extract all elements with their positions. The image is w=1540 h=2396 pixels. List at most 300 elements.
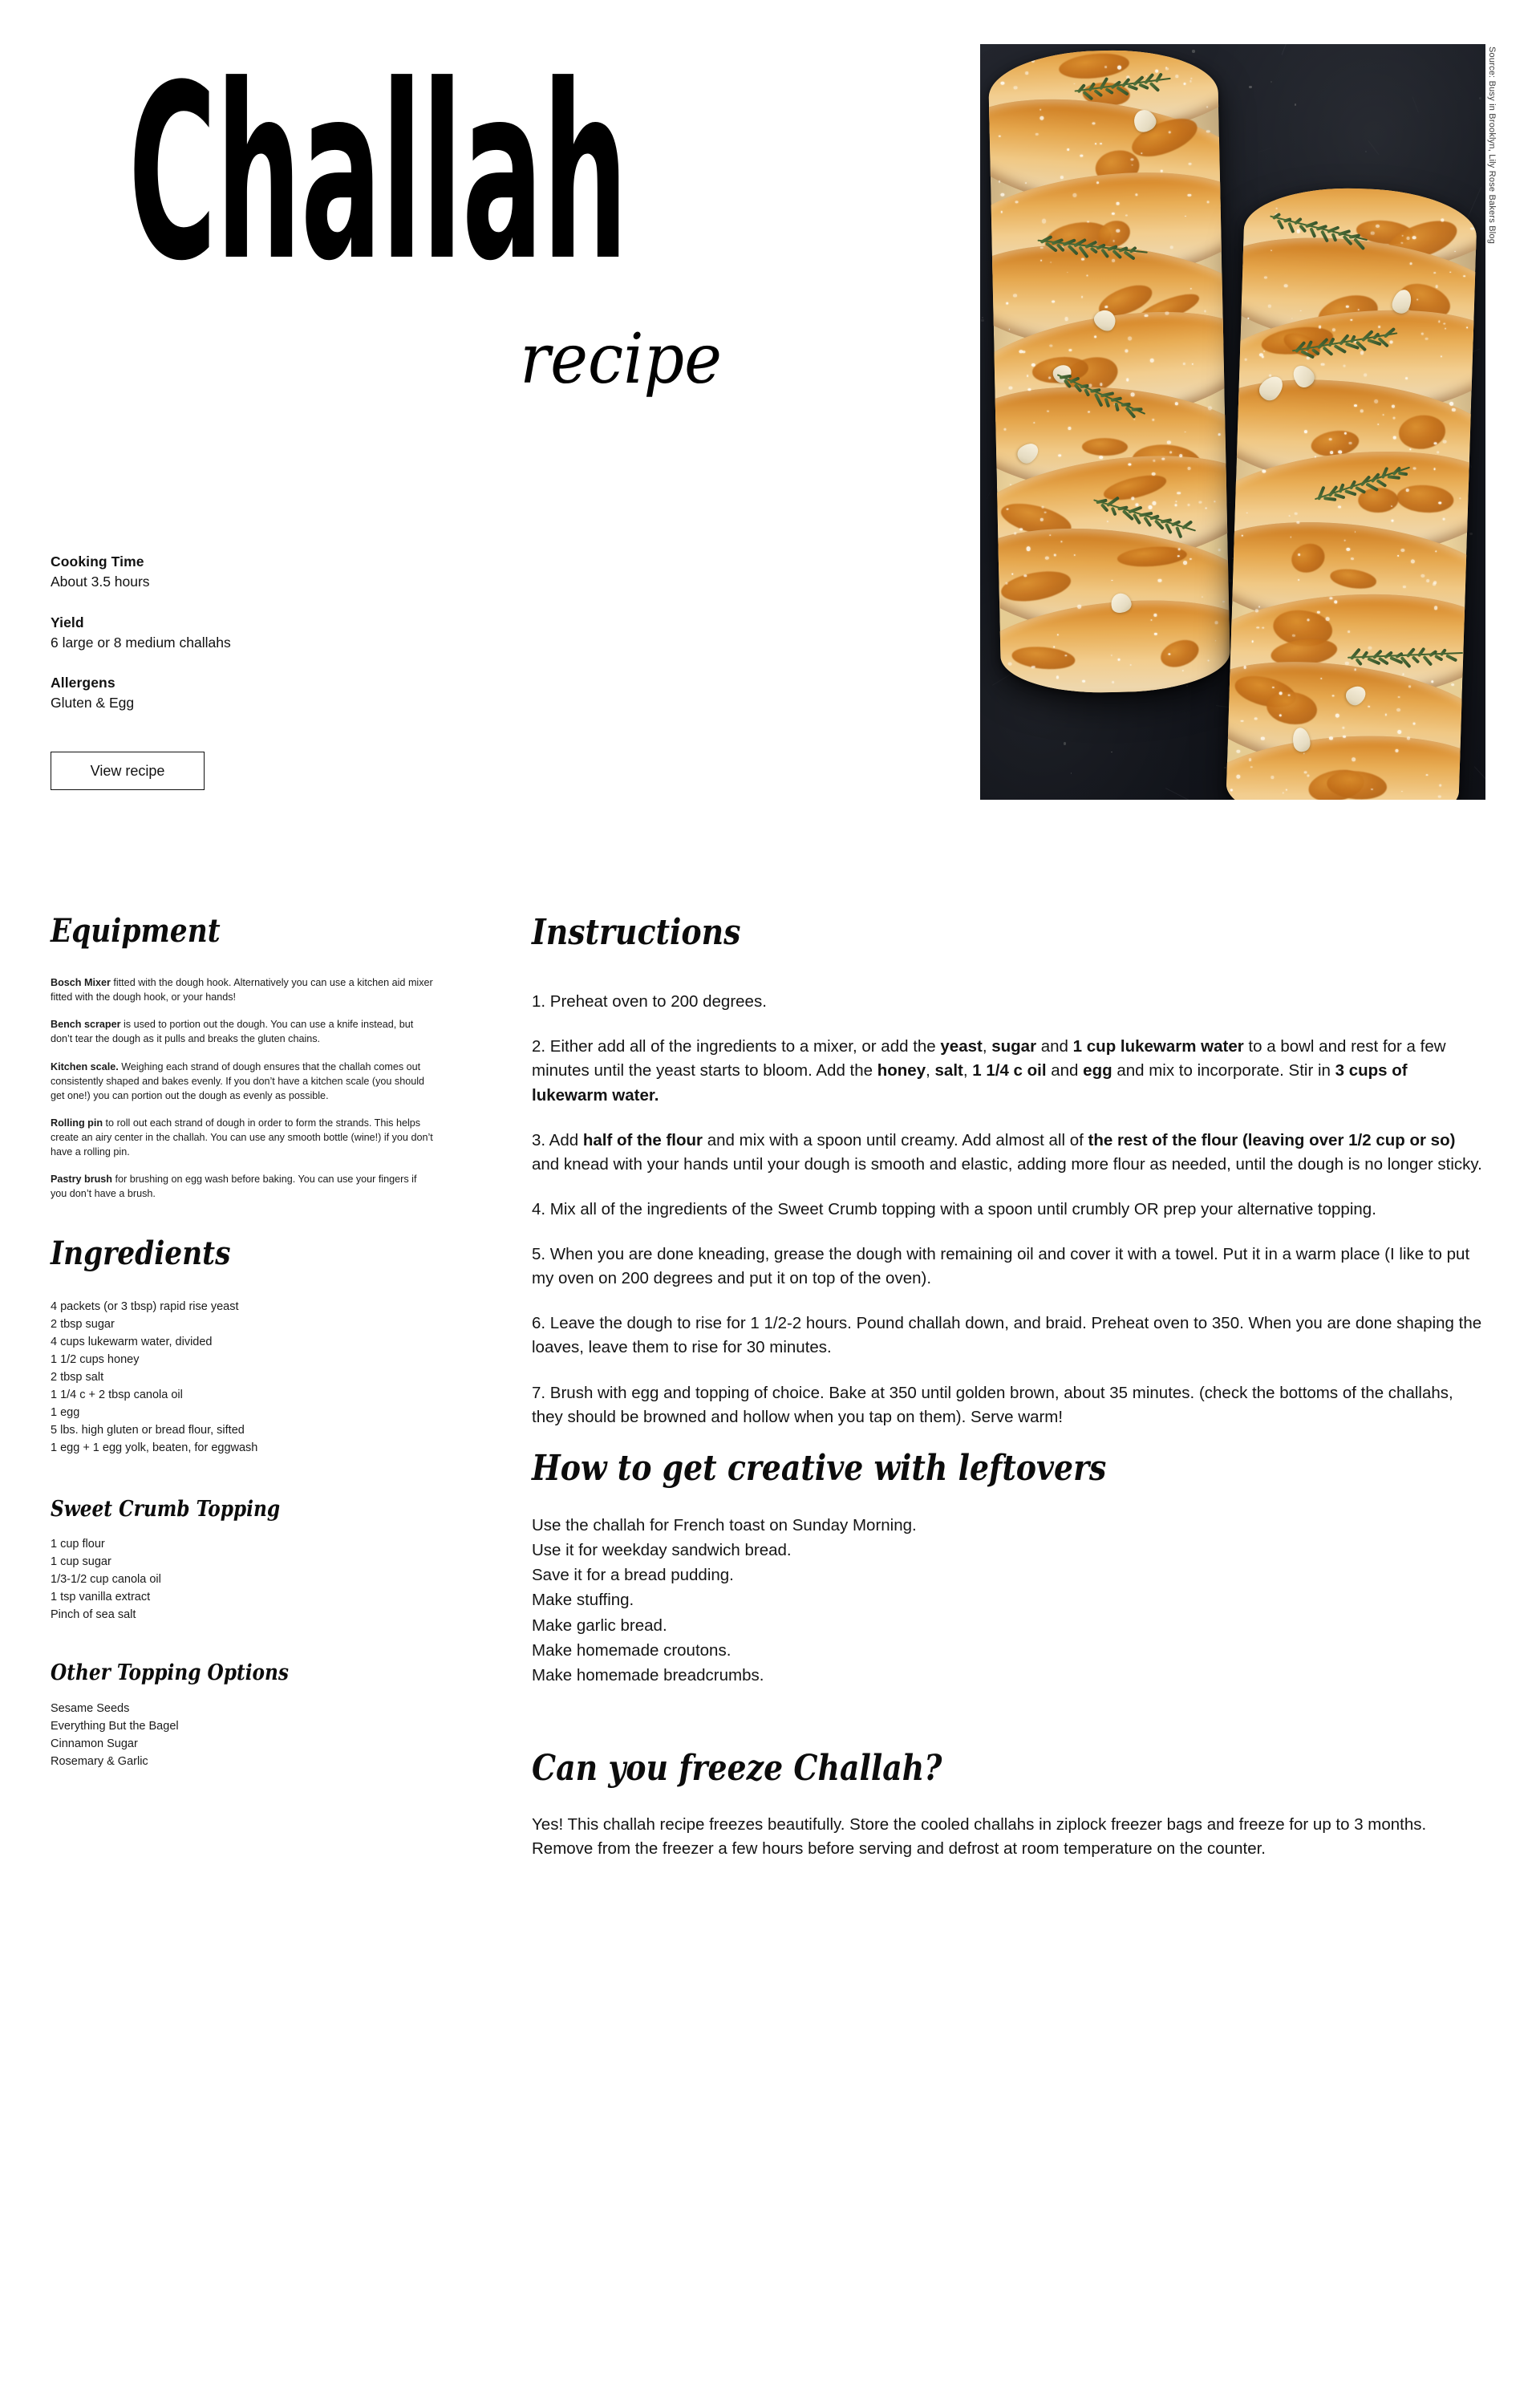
salt-crystal <box>1351 557 1354 560</box>
rosemary-needle <box>1127 84 1137 91</box>
scattered-crumb <box>1469 533 1472 535</box>
equipment-item <box>51 1116 436 1159</box>
salt-crystal <box>1298 553 1300 556</box>
scattered-crumb <box>982 317 983 318</box>
ingredient-item: 5 lbs. high gluten or bread flour, sifted <box>51 1423 245 1437</box>
equipment-item-name: Pastry brush <box>51 1174 112 1186</box>
challah-loaf-left <box>988 48 1231 695</box>
salt-crystal <box>1435 285 1438 288</box>
sweet-crumb-item: 1 cup sugar <box>51 1555 111 1569</box>
salt-crystal <box>1009 387 1012 390</box>
salt-crystal <box>1411 559 1415 563</box>
salt-crystal <box>1344 432 1347 435</box>
salt-crystal <box>1031 363 1035 367</box>
instruction-step <box>532 1243 1486 1291</box>
instruction-text: and mix to incorporate. Stir in <box>1112 1061 1335 1080</box>
rosemary-needle <box>1093 89 1103 97</box>
sweet-crumb-item: Pinch of sea salt <box>51 1608 136 1622</box>
salt-crystal <box>1153 460 1156 461</box>
salt-crystal <box>1344 540 1346 541</box>
instruction-emphasis: 3 cups of lukewarm water. <box>532 1061 1408 1105</box>
leftover-idea-item: Make homemade croutons. <box>532 1640 732 1660</box>
salt-crystal <box>1300 310 1302 311</box>
instruction-emphasis: honey <box>877 1061 926 1080</box>
ingredient-item: 2 tbsp salt <box>51 1370 104 1384</box>
salt-crystal <box>1033 421 1035 423</box>
equipment-item-text: to roll out each strand of dough in order to form the strands. This helps create an airy center in the challah. You can use any smooth bottle (wine!) if you don’t have a rolling pin. <box>51 1117 433 1158</box>
salt-crystal <box>1385 714 1387 716</box>
ingredients-heading: Ingredients <box>51 1234 231 1272</box>
instruction-text: and knead with your hands until your dough is smooth and elastic, adding more flour as needed, until the dough is no longer sticky. <box>532 1154 1482 1174</box>
salt-crystal <box>1130 158 1133 160</box>
salt-crystal <box>1409 448 1412 450</box>
salt-crystal <box>1298 579 1299 580</box>
hero-photo <box>980 44 1485 800</box>
salt-crystal <box>1439 784 1441 786</box>
salt-crystal <box>1040 518 1044 521</box>
salt-crystal <box>1244 359 1246 361</box>
scattered-crumb <box>1249 86 1251 88</box>
instruction-text: and <box>1036 1037 1073 1056</box>
rosemary-needle <box>1387 475 1400 479</box>
salt-crystal <box>1056 675 1060 679</box>
equipment-item-name: Rolling pin <box>51 1117 103 1129</box>
salt-crystal <box>1183 363 1185 364</box>
scattered-crumb <box>1479 97 1481 99</box>
salt-crystal <box>1040 116 1044 120</box>
instruction-step <box>532 1035 1486 1107</box>
salt-crystal <box>1421 333 1424 335</box>
salt-crystal <box>1303 771 1307 773</box>
salt-crystal <box>1154 633 1157 635</box>
salt-crystal <box>1272 687 1275 688</box>
instruction-text: 3. Add <box>532 1130 583 1149</box>
salt-crystal <box>1161 457 1165 460</box>
equipment-item-name: Kitchen scale. <box>51 1060 119 1072</box>
salt-crystal <box>1064 655 1067 656</box>
salt-crystal <box>1152 501 1156 505</box>
equipment-item-text: fitted with the dough hook. Alternatively you can use a kitchen aid mixer fitted with the dough hook, or your hands! <box>51 977 433 1003</box>
scattered-crumb <box>1064 742 1066 744</box>
salt-crystal <box>1011 573 1013 574</box>
salt-crystal <box>1131 393 1135 396</box>
salt-crystal <box>1315 456 1316 457</box>
ingredient-item: 1 1/4 c + 2 tbsp canola oil <box>51 1388 183 1401</box>
salt-crystal <box>1279 714 1281 716</box>
salt-crystal <box>1326 617 1330 621</box>
recipe-meta-list <box>51 552 395 734</box>
ingredient-item: 2 tbsp sugar <box>51 1317 115 1331</box>
salt-crystal <box>1434 606 1437 610</box>
salt-crystal <box>1413 467 1416 469</box>
salt-crystal <box>1236 774 1240 778</box>
meta-label: Allergens <box>51 675 116 691</box>
meta-value: About 3.5 hours <box>51 573 150 590</box>
salt-crystal <box>1042 219 1046 223</box>
salt-crystal <box>1371 232 1374 235</box>
salt-crystal <box>1452 408 1456 412</box>
rosemary-needle <box>1356 658 1363 666</box>
salt-crystal <box>1317 611 1319 614</box>
salt-crystal <box>1104 306 1108 308</box>
equipment-heading: Equipment <box>51 912 221 950</box>
instruction-emphasis: half of the flour <box>582 1130 703 1149</box>
topping-option-item: Everything But the Bagel <box>51 1719 179 1733</box>
leftover-idea-item: Save it for a bread pudding. <box>532 1566 734 1585</box>
salt-crystal <box>1438 795 1441 797</box>
leftovers-heading: How to get creative with leftovers <box>532 1447 1107 1489</box>
salt-crystal <box>1376 225 1380 228</box>
equipment-item-name: Bosch Mixer <box>51 977 111 988</box>
salt-crystal <box>1190 78 1192 79</box>
rosemary-needle <box>1115 403 1120 411</box>
instruction-step <box>532 1312 1486 1360</box>
right-column <box>532 914 1486 1862</box>
salt-crystal <box>1000 193 1004 197</box>
salt-crystal <box>1395 749 1398 752</box>
rosemary-needle <box>1376 479 1386 487</box>
salt-crystal <box>1058 454 1061 456</box>
salt-crystal <box>1425 774 1428 776</box>
salt-crystal <box>1041 505 1044 508</box>
leftover-idea-item: Make homemade breadcrumbs. <box>532 1665 764 1684</box>
instruction-text: 7. Brush with egg and topping of choice. Bake at 350 until golden brown, about 35 minutes. (check the bottoms of the challahs, they should be browned and hollow when you tap on them). Serve warm! <box>532 1383 1453 1426</box>
salt-crystal <box>1161 170 1163 172</box>
instruction-emphasis: sugar <box>991 1037 1037 1056</box>
scattered-crumb <box>1224 767 1226 768</box>
rosemary-needle <box>1445 654 1457 662</box>
meta-value: 6 large or 8 medium challahs <box>51 634 231 651</box>
meta-label: Yield <box>51 614 84 630</box>
salt-crystal <box>1329 736 1333 740</box>
salt-crystal <box>1082 680 1085 683</box>
salt-crystal <box>1262 469 1266 472</box>
rosemary-needle <box>1344 489 1357 496</box>
instruction-emphasis: salt <box>934 1061 963 1080</box>
equipment-item <box>51 1060 436 1103</box>
salt-crystal <box>1131 497 1134 500</box>
equipment-list <box>51 975 436 1202</box>
equipment-item <box>51 975 436 1004</box>
photo-credit: Source: Busy in Brooklyn, Lily Rose Bakers Blog <box>1487 47 1497 245</box>
salt-crystal <box>1165 67 1167 68</box>
salt-crystal <box>1258 205 1260 208</box>
salt-crystal <box>1433 197 1437 200</box>
ingredient-item: 1 1/2 cups honey <box>51 1352 140 1366</box>
salt-crystal <box>1295 512 1297 514</box>
salt-crystal <box>1067 148 1069 151</box>
salt-crystal <box>1001 211 1003 213</box>
salt-crystal <box>1006 582 1008 585</box>
salt-crystal <box>1185 216 1186 217</box>
other-topping-options-list <box>51 1700 436 1770</box>
salt-crystal <box>1256 626 1258 629</box>
salt-crystal <box>1087 221 1088 222</box>
leftovers-list <box>532 1513 1486 1688</box>
salt-crystal <box>1014 533 1016 535</box>
leftover-idea-item: Make stuffing. <box>532 1591 634 1610</box>
salt-crystal <box>1397 555 1399 557</box>
salt-crystal <box>1026 71 1028 74</box>
salt-crystal <box>1081 258 1084 261</box>
page-title: Challah <box>128 34 627 314</box>
salt-crystal <box>1014 86 1017 89</box>
salt-crystal <box>1117 65 1121 69</box>
salt-crystal <box>1332 328 1335 331</box>
salt-crystal <box>1342 727 1344 729</box>
equipment-item-text: is used to portion out the dough. You can use a knife instead, but don’t tear the dough as it pulls and breaks the gluten chains. <box>51 1019 414 1045</box>
salt-crystal <box>1214 621 1218 624</box>
ingredient-item: 4 cups lukewarm water, divided <box>51 1335 213 1348</box>
salt-crystal <box>1045 557 1049 560</box>
instruction-text: and mix with a spoon until creamy. Add almost all of <box>703 1130 1088 1149</box>
salt-crystal <box>1116 202 1120 205</box>
salt-crystal <box>1443 440 1447 444</box>
ingredient-item: 1 egg <box>51 1405 80 1419</box>
salt-crystal <box>1187 194 1191 197</box>
instruction-emphasis: the rest of the flour (leaving over 1/2 cup or so) <box>1088 1130 1456 1149</box>
salt-crystal <box>1153 419 1155 421</box>
rosemary-needle <box>1111 507 1116 516</box>
salt-crystal <box>1282 792 1283 793</box>
salt-crystal <box>1073 193 1077 197</box>
salt-crystal <box>1128 336 1132 340</box>
salt-crystal <box>1006 302 1009 304</box>
salt-crystal <box>1125 350 1129 353</box>
salt-crystal <box>1107 521 1108 522</box>
meta-item <box>51 552 395 592</box>
sweet-crumb-item: 1/3-1/2 cup canola oil <box>51 1573 161 1587</box>
meta-item <box>51 613 395 653</box>
salt-crystal <box>1029 59 1031 60</box>
salt-crystal <box>1249 758 1251 760</box>
salt-crystal <box>999 135 1001 136</box>
salt-crystal <box>1049 344 1052 347</box>
salt-crystal <box>1204 310 1206 312</box>
equipment-item-text: for brushing on egg wash before baking. You can use your fingers if you don’t have a brush. <box>51 1174 417 1200</box>
instruction-step <box>532 990 1486 1014</box>
salt-crystal <box>1100 143 1102 145</box>
salt-crystal <box>1169 451 1173 453</box>
salt-crystal <box>1412 236 1416 239</box>
salt-crystal <box>1054 554 1056 556</box>
instruction-text: 1. Preheat oven to 200 degrees. <box>532 992 767 1012</box>
salt-crystal <box>1279 691 1282 695</box>
salt-crystal <box>1136 193 1138 196</box>
salt-crystal <box>1165 311 1169 314</box>
meta-item <box>51 673 395 713</box>
left-column <box>51 914 436 1770</box>
topping-option-item: Rosemary & Garlic <box>51 1754 148 1768</box>
salt-crystal <box>1403 586 1406 589</box>
salt-crystal <box>1451 683 1454 686</box>
salt-crystal <box>1292 634 1295 637</box>
equipment-item-name: Bench scraper <box>51 1019 121 1031</box>
salt-crystal <box>1303 752 1305 754</box>
ingredients-list <box>51 1298 436 1457</box>
salt-crystal <box>1126 379 1129 382</box>
instruction-emphasis: yeast <box>940 1037 983 1056</box>
salt-crystal <box>1129 463 1132 465</box>
salt-crystal <box>1247 318 1249 319</box>
scattered-crumb <box>1229 579 1231 582</box>
salt-crystal <box>1434 442 1437 444</box>
salt-crystal <box>1125 214 1128 216</box>
scattered-crumb <box>981 319 983 322</box>
salt-crystal <box>1027 547 1031 551</box>
salt-crystal <box>1112 213 1115 215</box>
instruction-emphasis: 1 cup lukewarm water <box>1072 1037 1244 1056</box>
salt-crystal <box>1077 605 1081 609</box>
salt-crystal <box>1112 681 1114 683</box>
salt-crystal <box>1175 75 1178 77</box>
salt-crystal <box>1250 766 1252 768</box>
salt-crystal <box>1346 306 1349 308</box>
salt-crystal <box>1242 535 1243 536</box>
salt-crystal <box>1040 260 1042 261</box>
sweet-crumb-topping-list <box>51 1535 436 1624</box>
salt-crystal <box>1402 235 1404 237</box>
scattered-crumb <box>1071 772 1072 773</box>
salt-crystal <box>1064 317 1068 321</box>
salt-crystal <box>1439 501 1442 504</box>
salt-crystal <box>1168 653 1170 655</box>
salt-crystal <box>1177 555 1179 557</box>
salt-crystal <box>1027 375 1028 376</box>
leftover-idea-item: Use the challah for French toast on Sunday Morning. <box>532 1516 917 1534</box>
salt-crystal <box>1360 351 1364 355</box>
salt-crystal <box>1261 737 1264 740</box>
salt-crystal <box>1349 442 1352 444</box>
salt-crystal <box>1189 558 1192 560</box>
instruction-emphasis: egg <box>1083 1061 1112 1080</box>
salt-crystal <box>1095 144 1096 145</box>
salt-crystal <box>1088 411 1090 413</box>
freeze-heading: Can you freeze Challah? <box>532 1748 942 1790</box>
salt-crystal <box>1027 388 1031 391</box>
meta-label: Cooking Time <box>51 553 144 570</box>
salt-crystal <box>1183 561 1187 564</box>
challah-loaf-right <box>1226 185 1478 800</box>
ingredient-item: 4 packets (or 3 tbsp) rapid rise yeast <box>51 1299 239 1313</box>
salt-crystal <box>1400 241 1403 244</box>
salt-crystal <box>1258 606 1260 608</box>
salt-crystal <box>1364 374 1367 377</box>
salt-crystal <box>1060 541 1062 542</box>
ingredient-item: 1 egg + 1 egg yolk, beaten, for eggwash <box>51 1441 258 1454</box>
instructions-heading: Instructions <box>532 912 741 953</box>
other-topping-options-heading: Other Topping Options <box>51 1660 289 1686</box>
view-recipe-button[interactable]: View recipe <box>51 752 205 790</box>
instruction-step <box>532 1129 1486 1177</box>
instruction-text: , <box>962 1061 973 1080</box>
salt-crystal <box>1262 627 1264 629</box>
salt-crystal <box>1025 182 1027 184</box>
page-subtitle: recipe <box>520 319 722 399</box>
instruction-text: to a bowl and rest for a few minutes until the yeast starts to bloom. Add the <box>532 1037 1446 1080</box>
salt-crystal <box>1374 399 1378 403</box>
salt-crystal <box>1192 363 1194 364</box>
salt-crystal <box>1019 350 1023 353</box>
rosemary-needle <box>1323 497 1337 501</box>
instruction-text: and <box>1046 1061 1084 1080</box>
salt-crystal <box>1218 433 1220 436</box>
equipment-item-text: Weighing each strand of dough ensures that the challah comes out consistently shaped and bakes evenly. If you don’t have a kitchen scale (you should get one!) you can portion out the dough as evenly as possible. <box>51 1060 425 1101</box>
salt-crystal <box>1150 619 1152 621</box>
sweet-crumb-item: 1 tsp vanilla extract <box>51 1591 151 1604</box>
salt-crystal <box>1438 320 1441 322</box>
salt-crystal <box>1044 511 1046 513</box>
salt-crystal <box>1469 227 1473 230</box>
instruction-emphasis: 1 1/4 c oil <box>972 1061 1047 1080</box>
meta-value: Gluten & Egg <box>51 695 135 712</box>
instruction-text: 4. Mix all of the ingredients of the Sweet Crumb topping with a spoon until crumbly OR prep your alternative topping. <box>532 1199 1376 1218</box>
salt-crystal <box>1445 327 1446 329</box>
salt-crystal <box>1117 658 1121 660</box>
salt-crystal <box>1392 436 1396 439</box>
salt-crystal <box>1392 405 1395 408</box>
salt-crystal <box>1236 749 1240 752</box>
salt-crystal <box>1338 450 1342 454</box>
salt-crystal <box>1264 277 1266 279</box>
salt-crystal <box>1413 723 1415 724</box>
instructions-steps <box>532 990 1486 1429</box>
salt-crystal <box>1068 349 1072 351</box>
salt-crystal <box>1286 789 1287 790</box>
salt-crystal <box>1189 80 1192 83</box>
instruction-text: 6. Leave the dough to rise for 1 1/2-2 hours. Pound challah down, and braid. Preheat oven to 350. When you are done shaping the loaves, leave them to rise for 30 minutes. <box>532 1314 1482 1357</box>
salt-crystal <box>1008 662 1012 665</box>
rosemary-needle <box>1398 472 1408 476</box>
sweet-crumb-item: 1 cup flour <box>51 1538 105 1551</box>
salt-crystal <box>1392 520 1394 521</box>
instruction-text: , <box>926 1061 935 1080</box>
salt-crystal <box>1354 404 1357 407</box>
salt-crystal <box>1284 285 1288 288</box>
leftover-idea-item: Use it for weekday sandwich bread. <box>532 1541 792 1560</box>
salt-crystal <box>1433 582 1436 586</box>
salt-crystal <box>1218 549 1220 551</box>
instruction-step <box>532 1198 1486 1222</box>
salt-crystal <box>1206 201 1209 203</box>
rosemary-needle <box>1331 233 1337 241</box>
freeze-paragraph: Yes! This challah recipe freezes beautifully. Store the cooled challahs in ziplock freezer bags and freeze for up to 3 months. Remove from the freezer a few hours before serving and defrost at room temperature on the counter. <box>532 1815 1427 1859</box>
instruction-text: 2. Either add all of the ingredients to a mixer, or add the <box>532 1037 941 1056</box>
salt-crystal <box>1112 259 1115 262</box>
salt-crystal <box>1443 518 1445 521</box>
rosemary-needle <box>1138 83 1149 89</box>
salt-crystal <box>1080 154 1083 156</box>
salt-crystal <box>1158 579 1162 582</box>
salt-crystal <box>1145 314 1149 318</box>
salt-crystal <box>1368 705 1370 707</box>
salt-crystal <box>1150 359 1154 363</box>
scattered-crumb <box>1270 81 1271 82</box>
topping-option-item: Cinnamon Sugar <box>51 1737 138 1750</box>
salt-crystal <box>1206 130 1210 132</box>
salt-crystal <box>1460 198 1464 201</box>
salt-crystal <box>1347 548 1351 551</box>
salt-crystal <box>1003 428 1006 431</box>
topping-option-item: Sesame Seeds <box>51 1701 130 1715</box>
salt-crystal <box>1177 548 1180 550</box>
instruction-step <box>532 1381 1486 1429</box>
salt-crystal <box>1307 619 1310 621</box>
salt-crystal <box>1001 82 1005 85</box>
salt-crystal <box>1405 377 1408 379</box>
sweet-crumb-topping-heading: Sweet Crumb Topping <box>51 1496 281 1522</box>
instruction-text: , <box>982 1037 992 1056</box>
